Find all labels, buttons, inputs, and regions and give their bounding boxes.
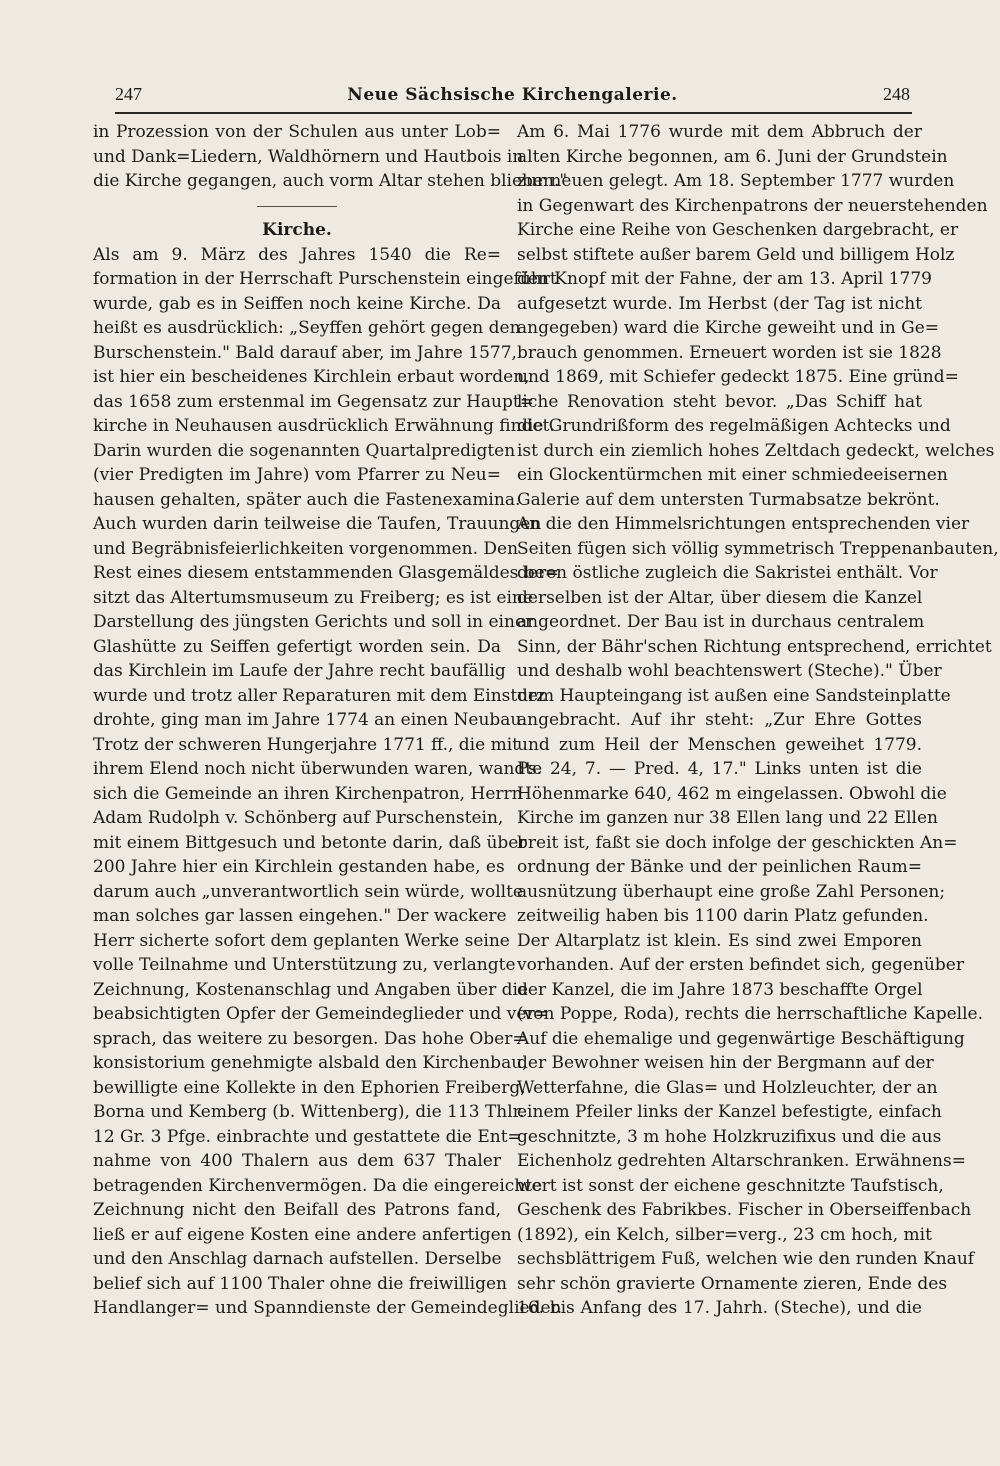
text-line: geschnitzte, 3 m hohe Holzkruzifixus und die aus (517, 1126, 942, 1147)
text-line: sich die Gemeinde an ihren Kirchenpatron, Herrn (93, 783, 523, 804)
text-line: brauch genommen. Erneuert worden ist sie 1828 (517, 342, 942, 363)
text-line: betragenden Kirchenvermögen. Da die eingereichte (93, 1175, 543, 1196)
text-line: Glashütte zu Seiffen gefertigt worden sein. Da (93, 636, 501, 657)
text-line: darum auch „unverantwortlich sein würde, wollte (93, 881, 523, 902)
right-column (517, 120, 999, 1321)
text-line: Ps. 24, 7. — Pred. 4, 17." Links unten ist die (517, 759, 922, 779)
page-header (115, 84, 910, 112)
page-number-right: 248 (883, 84, 910, 104)
left-body-text (93, 243, 563, 1321)
text-line: der Bewohner weisen hin der Bergmann auf der (517, 1053, 934, 1073)
left-intro-text (93, 120, 568, 194)
text-line: Sinn, der Bähr'schen Richtung entsprechend, errichtet (517, 636, 992, 657)
text-line: und den Anschlag darnach aufstellen. Derselbe (93, 1249, 502, 1269)
text-line: beabsichtigten Opfer der Gemeindeglieder und ver= (93, 1004, 549, 1024)
text-line: die Kirche gegangen, auch vorm Altar stehen blieben." (93, 171, 568, 191)
text-line: und Begräbnisfeierlichkeiten vorgenommen. Den (93, 538, 519, 559)
text-line: ordnung der Bänke und der peinlichen Raum= (517, 857, 922, 877)
text-line: Trotz der schweren Hungerjahre 1771 ff., die mit (93, 734, 519, 755)
text-line: konsistorium genehmigte alsbald den Kirchenbau, (93, 1053, 528, 1073)
text-line: mit einem Bittgesuch und betonte darin, daß über (93, 832, 527, 853)
text-line: in Prozession von der Schulen aus unter Lob= (93, 122, 501, 142)
text-line: Auf die ehemalige und gegenwärtige Beschäftigung (517, 1028, 965, 1049)
text-line: die Grundrißform des regelmäßigen Achtecks und (517, 416, 951, 436)
text-line: sehr schön gravierte Ornamente zieren, Ende des (517, 1273, 948, 1294)
text-line: Am 6. Mai 1776 wurde mit dem Abbruch der (517, 122, 922, 142)
text-line: Darin wurden die sogenannten Quartalpredigten (93, 440, 516, 461)
text-line: Eichenholz gedrehten Altarschranken. Erwähnens= (517, 1151, 966, 1171)
text-line: angegeben) ward die Kirche geweiht und in Ge= (517, 318, 940, 338)
text-line: 200 Jahre hier ein Kirchlein gestanden habe, es (93, 857, 505, 877)
text-line: Handlanger= und Spanndienste der Gemeindeglieder. (93, 1298, 563, 1318)
text-line: Höhenmarke 640, 462 m eingelassen. Obwohl die (517, 783, 947, 804)
text-line: ließ er auf eigene Kosten eine andere anfertigen (93, 1224, 512, 1245)
text-line: Wetterfahne, die Glas= und Holzleuchter, der an (517, 1077, 938, 1098)
text-line: kirche in Neuhausen ausdrücklich Erwähnung findet. (93, 416, 555, 436)
text-line: 16. bis Anfang des 17. Jahrh. (Steche), und die (517, 1298, 922, 1318)
text-line: (1892), ein Kelch, silber=verg., 23 cm hoch, mit (517, 1224, 932, 1245)
text-line: und 1869, mit Schiefer gedeckt 1875. Eine gründ= (517, 367, 959, 387)
text-line: heißt es ausdrücklich: „Seyffen gehört gegen den (93, 318, 521, 338)
text-line: das 1658 zum erstenmal im Gegensatz zur Haupt= (93, 391, 534, 412)
text-line: und zum Heil der Menschen geweihet 1779. (517, 734, 922, 755)
text-line: Kirche im ganzen nur 38 Ellen lang und 22 Ellen (517, 808, 938, 828)
header-rule (115, 112, 912, 114)
text-line: und deshalb wohl beachtenswert (Steche)." Über (517, 661, 942, 681)
text-line: und Dank=Liedern, Waldhörnern und Hautbois in (93, 146, 524, 167)
text-line: belief sich auf 1100 Thaler ohne die freiwilligen (93, 1273, 507, 1294)
text-line: 12 Gr. 3 Pfge. einbrachte und gestattete die Ent= (93, 1126, 522, 1147)
text-line: zeitweilig haben bis 1100 darin Platz gefunden. (517, 906, 929, 926)
text-line: ein Glockentürmchen mit einer schmiedeeisernen (517, 465, 948, 485)
text-line: Darstellung des jüngsten Gerichts und soll in einer (93, 612, 534, 632)
text-line: wurde und trotz aller Reparaturen mit dem Einsturz (93, 685, 546, 706)
text-line: der Kanzel, die im Jahre 1873 beschaffte Orgel (517, 979, 923, 1000)
section-divider (93, 194, 501, 219)
text-line: Burschenstein." Bald darauf aber, im Jahre 1577, (93, 342, 517, 363)
text-line: nahme von 400 Thalern aus dem 637 Thaler (93, 1151, 501, 1171)
text-line: Zeichnung nicht den Beifall des Patrons fand, (93, 1200, 501, 1220)
text-line: in Gegenwart des Kirchenpatrons der neuerstehenden (517, 195, 988, 216)
text-line: (von Poppe, Roda), rechts die herrschaftliche Kapelle. (517, 1004, 983, 1024)
section-heading: Kirche. (262, 220, 332, 240)
text-line: Zeichnung, Kostenanschlag und Angaben über die (93, 979, 529, 1000)
text-line: Adam Rudolph v. Schönberg auf Purschenstein, (93, 808, 504, 828)
text-line: einem Pfeiler links der Kanzel befestigte, einfach (517, 1102, 942, 1122)
page-number-left: 247 (115, 84, 142, 104)
running-title: Neue Sächsische Kirchengalerie. (347, 85, 678, 105)
text-line: angebracht. Auf ihr steht: „Zur Ehre Gottes (517, 710, 922, 730)
text-line: ist hier ein bescheidenes Kirchlein erbaut worden, (93, 367, 530, 387)
text-line: wert ist sonst der eichene geschnitzte Taufstisch, (517, 1175, 944, 1196)
text-line: liche Renovation steht bevor. „Das Schiff hat (517, 391, 922, 412)
text-line: Kirche eine Reihe von Geschenken dargebracht, er (517, 220, 959, 240)
text-line: den Knopf mit der Fahne, der am 13. April 1779 (517, 269, 932, 289)
text-line: Seiten fügen sich völlig symmetrisch Treppenanbauten, (517, 538, 999, 559)
text-line: deren östliche zugleich die Sakristei enthält. Vor (517, 563, 938, 583)
text-line: An die den Himmelsrichtungen entsprechenden vier (517, 514, 970, 534)
text-line: man solches gar lassen eingehen." Der wackere (93, 906, 507, 926)
text-line: Borna und Kemberg (b. Wittenberg), die 113 Thlr. (93, 1102, 525, 1122)
text-line: aufgesetzt wurde. Im Herbst (der Tag ist nicht (517, 293, 922, 314)
text-line: zur neuen gelegt. Am 18. September 1777 wurden (517, 171, 955, 191)
text-line: angeordnet. Der Bau ist in durchaus centralem (517, 612, 925, 632)
text-line: ausnützung überhaupt eine große Zahl Personen; (517, 881, 946, 902)
right-body-text (517, 120, 999, 1321)
text-line: hausen gehalten, später auch die Fastenexamina. (93, 489, 521, 510)
left-column (93, 120, 568, 1321)
text-line: drohte, ging man im Jahre 1774 an einen Neubau. (93, 710, 527, 730)
text-line: sprach, das weitere zu besorgen. Das hohe Ober= (93, 1028, 527, 1049)
text-line: Als am 9. März des Jahres 1540 die Re= (93, 244, 501, 265)
text-line: (vier Predigten im Jahre) vom Pfarrer zu Neu= (93, 465, 501, 485)
text-line: Geschenk des Fabrikbes. Fischer in Oberseiffenbach (517, 1200, 972, 1220)
text-line: Galerie auf dem untersten Turmabsatze bekrönt. (517, 489, 940, 510)
text-line: vorhanden. Auf der ersten befindet sich, gegenüber (517, 955, 964, 975)
text-line: sitzt das Altertumsmuseum zu Freiberg; es ist eine (93, 587, 533, 608)
text-line: das Kirchlein im Laufe der Jahre recht baufällig (93, 661, 506, 681)
text-line: alten Kirche begonnen, am 6. Juni der Grundstein (517, 146, 948, 167)
text-line: wurde, gab es in Seiffen noch keine Kirche. Da (93, 293, 501, 314)
text-line: bewilligte eine Kollekte in den Ephorien Freiberg, (93, 1077, 526, 1098)
text-line: volle Teilnahme und Unterstützung zu, verlangte (93, 955, 516, 975)
text-line: breit ist, faßt sie doch infolge der geschickten An= (517, 832, 958, 853)
text-line: derselben ist der Altar, über diesem die Kanzel (517, 587, 923, 608)
text-line: selbst stiftete außer barem Geld und billigem Holz (517, 244, 955, 265)
text-line: ihrem Elend noch nicht überwunden waren, wandte (93, 759, 543, 779)
text-line: Herr sicherte sofort dem geplanten Werke seine (93, 930, 510, 951)
text-line: Auch wurden darin teilweise die Taufen, Trauungen (93, 514, 542, 534)
text-line: dem Haupteingang ist außen eine Sandsteinplatte (517, 685, 951, 706)
text-line: Der Altarplatz ist klein. Es sind zwei Emporen (517, 930, 922, 951)
text-line: formation in der Herrschaft Purschenstein eingeführt (93, 269, 557, 289)
text-line: Rest eines diesem entstammenden Glasgemäldes be= (93, 563, 559, 583)
text-line: sechsblättrigem Fuß, welchen wie den runden Knauf (517, 1249, 975, 1269)
text-line: ist durch ein ziemlich hohes Zeltdach gedeckt, welches (517, 440, 995, 461)
